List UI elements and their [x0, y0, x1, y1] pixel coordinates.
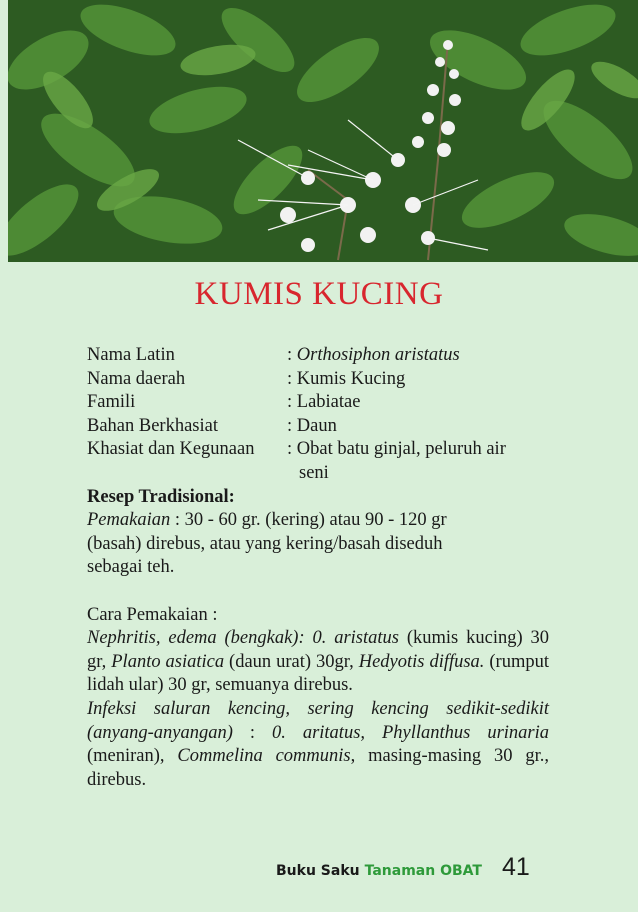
info-row-daerah	[87, 368, 549, 392]
info-row-khasiat	[87, 438, 549, 485]
info-sep: :	[287, 415, 297, 436]
book-title-part2: Tanaman OBAT	[364, 863, 482, 879]
info-value: Obat batu ginjal, peluruh air	[296, 439, 506, 460]
info-label: Famili	[87, 392, 136, 413]
info-label: Bahan Berkhasiat	[87, 415, 218, 436]
page-title: KUMIS KUCING	[194, 276, 444, 312]
info-sep: :	[287, 392, 297, 413]
info-value-continued: seni	[299, 462, 329, 483]
content-body	[87, 344, 549, 792]
recipe-infeksi: Infeksi saluran kencing, sering kencing sedikit-sedikit (anyang-anyangan) : 0. aritatus, Phyllanthus urinaria (meniran), Commelina communis, masing-masing 30 gr., direbus.	[87, 698, 550, 790]
info-row-bahan	[87, 415, 549, 439]
book-title-part1: Buku Saku	[276, 863, 360, 879]
info-label: Nama daerah	[87, 368, 186, 389]
info-sep: :	[287, 345, 297, 365]
info-value: Kumis Kucing	[296, 368, 406, 389]
info-row-latin	[87, 344, 549, 368]
info-sep: :	[287, 368, 297, 389]
pemakaian-paragraph: Pemakaian : 30 - 60 gr. (kering) atau 90 - 120 gr (basah) direbus, atau yang kering/basah diseduh sebagai teh.	[87, 510, 447, 578]
info-row-famili	[87, 391, 549, 415]
cara-heading: Cara Pemakaian :	[87, 604, 218, 625]
info-label: Nama Latin	[87, 345, 175, 365]
pemakaian-label: Pemakaian	[87, 510, 171, 531]
resep-heading: Resep Tradisional:	[87, 486, 235, 507]
recipe-nephritis: Nephritis, edema (bengkak): 0. aristatus (kumis kucing) 30 gr, Planto asiatica (daun urat) 30gr, Hedyotis diffusa. (rumput lidah ular) 30 gr, semuanya direbus.	[87, 628, 549, 696]
info-value: Labiatae	[296, 392, 361, 413]
info-sep: :	[287, 439, 297, 460]
info-value: Daun	[296, 415, 337, 436]
info-label: Khasiat dan Kegunaan	[87, 439, 255, 460]
info-value: Orthosiphon aristatus	[296, 345, 460, 365]
plant-photo	[8, 0, 638, 262]
page-footer	[276, 853, 530, 883]
page-number: 41	[501, 853, 530, 881]
